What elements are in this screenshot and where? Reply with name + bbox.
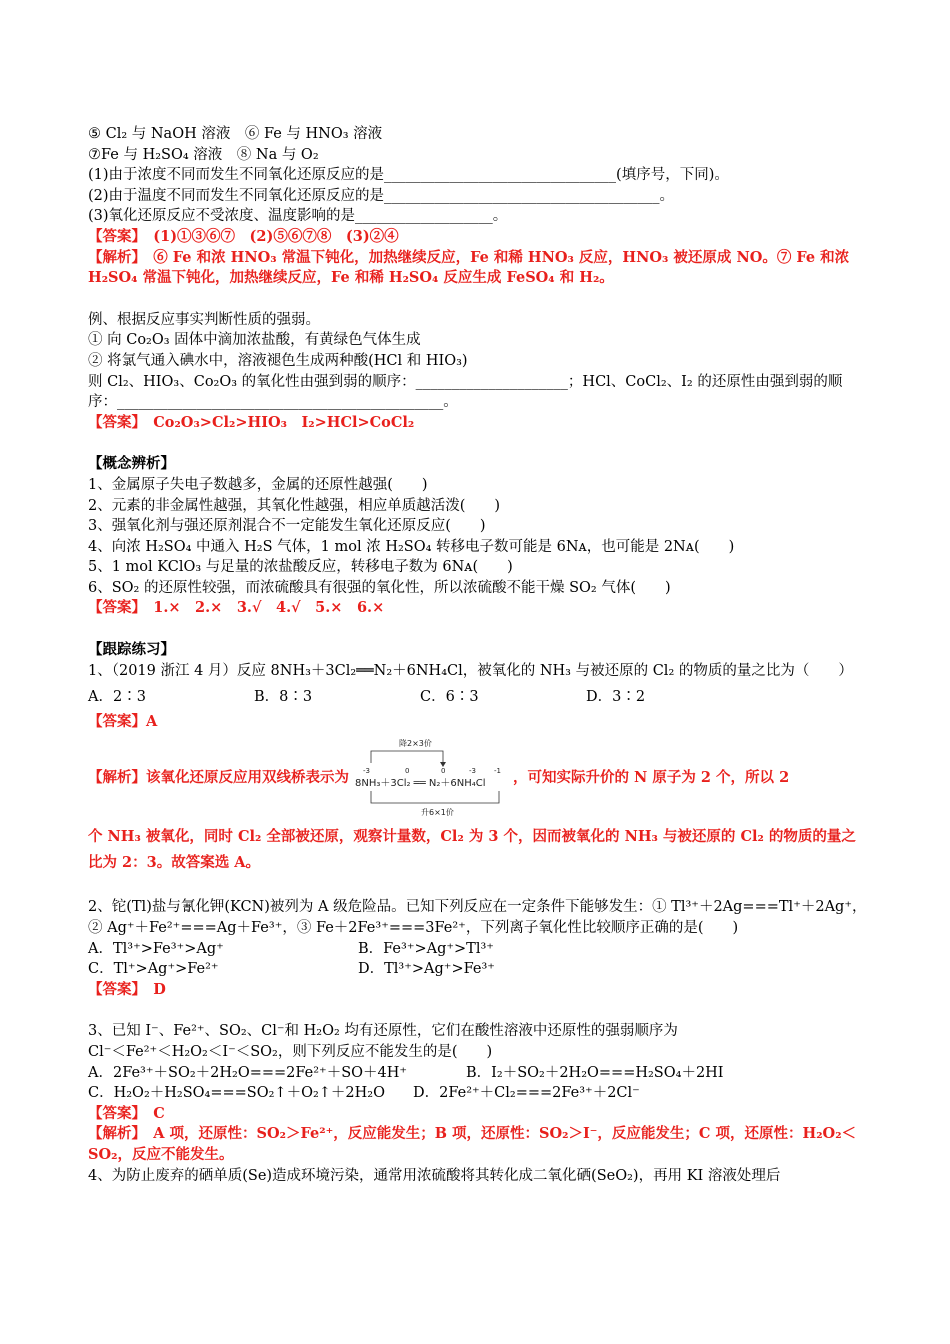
option-d: D．3∶2 [586,689,646,706]
option-c: C．H₂O₂＋H₂SO₄===SO₂↑＋O₂↑＋2H₂O [88,1085,385,1102]
state-label: -1 [494,767,501,776]
option-a: A．2Fe³⁺＋SO₂＋2H₂O===2Fe²⁺＋SO＋4H⁺ [88,1064,408,1081]
text-line: ⑤ Cl₂ 与 NaOH 溶液 ⑥ Fe 与 HNO₃ 溶液 [88,126,383,142]
option-b: B．I₂＋SO₂＋2H₂O===H₂SO₄＋2HI [466,1064,724,1081]
text-line: ⑦Fe 与 H₂SO₄ 溶液 ⑧ Na 与 O₂ [88,146,319,163]
question-3: (3)氧化还原反应不受浓度、温度影响的是___________________。 [88,208,508,225]
analysis-text: 【解析】 A 项，还原性：SO₂＞Fe²⁺，反应能发生；B 项，还原性：SO₂＞I⁻，反应能发生；C 项，还原性：H₂O₂＜SO₂，反应不能发生。 [88,1125,857,1163]
analysis-prefix: 【解析】该氧化还原反应用双线桥表示为 [88,769,349,787]
analysis-row [88,732,868,824]
analysis-text: 个 NH₃ 被氧化，同时 Cl₂ 全部被还原，观察计量数，Cl₂ 为 3 个，因而被氧化的 NH₃ 与被还原的 Cl₂ 的物质的量之比为 2：3。故答案选 A。 [88,828,856,872]
bottom-label: 升6×1价 [421,808,454,818]
document-page [88,124,868,1186]
options-row [88,687,868,708]
question-stem: 3、已知 I⁻、Fe²⁺、SO₂、Cl⁻和 H₂O₂ 均有还原性，它们在酸性溶液中还原性的强弱顺序为 [88,1023,678,1040]
equation-text: 8NH₃＋3Cl₂ ══ N₂＋6NH₄Cl [355,778,486,790]
list-item: 6、SO₂ 的还原性较强，而浓硫酸具有很强的氧化性，所以浓硫酸不能干燥 SO₂ 气体( ) [88,579,671,596]
double-bridge-diagram [351,733,511,823]
question-2: (2)由于温度不同而发生不同氧化还原反应的是______________________________________。 [88,187,675,204]
option-c: C．Tl⁺>Ag⁺>Fe²⁺ [88,961,219,978]
option-d: D．2Fe²⁺＋Cl₂===2Fe³⁺＋2Cl⁻ [413,1085,640,1102]
question-stem: 1、（2019 浙江 4 月）反应 8NH₃＋3Cl₂══N₂＋6NH₄Cl，被氧化的 NH₃ 与被还原的 Cl₂ 的物质的量之比为（ ） [88,662,853,679]
question-text: 则 Cl₂、HIO₃、Co₂O₃ 的氧化性由强到弱的顺序：_____________________；HCl、CoCl₂、I₂ 的还原性由强到弱的顺序：_____________________________________________。 [88,373,843,411]
top-label: 降2×3价 [399,739,432,749]
state-label: -3 [363,767,370,776]
list-item: 4、向浓 H₂SO₄ 中通入 H₂S 气体，1 mol 浓 H₂SO₄ 转移电子数可能是 6Nᴀ，也可能是 2Nᴀ( ) [88,538,735,555]
option-c: C．6∶3 [420,689,479,706]
question-stem: 4、为防止废弃的硒单质(Se)造成环境污染，通常用浓硫酸将其转化成二氧化硒(SeO₂)，再用 KI 溶液处理后 [88,1167,781,1184]
state-label: 0 [441,767,446,776]
text-line: ① 向 Co₂O₃ 固体中滴加浓盐酸，有黄绿色气体生成 [88,332,421,349]
answer-line: 【答案】A [88,712,158,730]
list-item: 3、强氧化剂与强还原剂混合不一定能发生氧化还原反应( ) [88,518,486,535]
analysis-text: 【解析】 ⑥ Fe 和浓 HNO₃ 常温下钝化，加热继续反应，Fe 和稀 HNO₃ 反应，HNO₃ 被还原成 NO。⑦ Fe 和浓 H₂SO₄ 常温下钝化，加热继续反应，Fe 和稀 H₂SO₄ 反应生成 FeSO₄ 和 H₂。 [88,248,850,287]
option-a: A．Tl³⁺>Fe³⁺>Ag⁺ [88,940,224,957]
options-row [88,1083,868,1104]
question-stem: 2、铊(Tl)盐与氰化钾(KCN)被列为 A 级危险品。已知下列反应在一定条件下能够发生：① Tl³⁺＋2Ag===Tl⁺＋2Ag⁺，② Ag⁺＋Fe²⁺===Ag＋Fe³⁺，③ Fe＋2Fe³⁺===3Fe²⁺，下列离子氧化性比较顺序正确的是( ) [88,899,867,937]
section-heading: 【概念辨析】 [88,455,175,473]
options-row [88,959,868,980]
answer-line: 【答案】 D [88,980,166,998]
state-label: -3 [469,767,476,776]
option-d: D．Tl³⁺>Ag⁺>Fe³⁺ [358,961,495,978]
bridge-bottom-line [371,791,499,803]
analysis-suffix: ，可知实际升价的 N 原子为 2 个，所以 2 [513,769,790,787]
option-b: B．8∶3 [254,689,313,706]
options-row [88,939,868,960]
example-title: 例、根据反应事实判断性质的强弱。 [88,311,320,328]
option-b: B．Fe³⁺>Ag⁺>Tl³⁺ [358,940,494,957]
options-row [88,1063,868,1084]
question-1: (1)由于浓度不同而发生不同氧化还原反应的是________________________________(填序号，下同)。 [88,167,729,184]
list-item: 5、1 mol KClO₃ 与足量的浓盐酸反应，转移电子数为 6Nᴀ( ) [88,559,513,576]
list-item: 2、元素的非金属性越强，其氧化性越强，相应单质越活泼( ) [88,497,501,514]
state-label: 0 [405,767,410,776]
text-line: ② 将氯气通入碘水中，溶液褪色生成两种酸(HCl 和 HIO₃) [88,352,468,369]
answer-line: 【答案】 C [88,1104,165,1122]
option-a: A．2∶3 [88,689,146,706]
list-item: 1、金属原子失电子数越多，金属的还原性越强( ) [88,476,428,493]
answer-line: 【答案】 Co₂O₃>Cl₂>HIO₃ I₂>HCl>CoCl₂ [88,413,415,431]
bridge-top-line [371,751,443,765]
answer-line: 【答案】 (1)①③⑥⑦ (2)⑤⑥⑦⑧ (3)②④ [88,227,399,245]
answer-line: 【答案】 1.× 2.× 3.√ 4.√ 5.× 6.× [88,599,385,617]
section-heading: 【跟踪练习】 [88,641,175,659]
question-stem: Cl⁻＜Fe²⁺＜H₂O₂＜I⁻＜SO₂，则下列反应不能发生的是( ) [88,1044,493,1060]
